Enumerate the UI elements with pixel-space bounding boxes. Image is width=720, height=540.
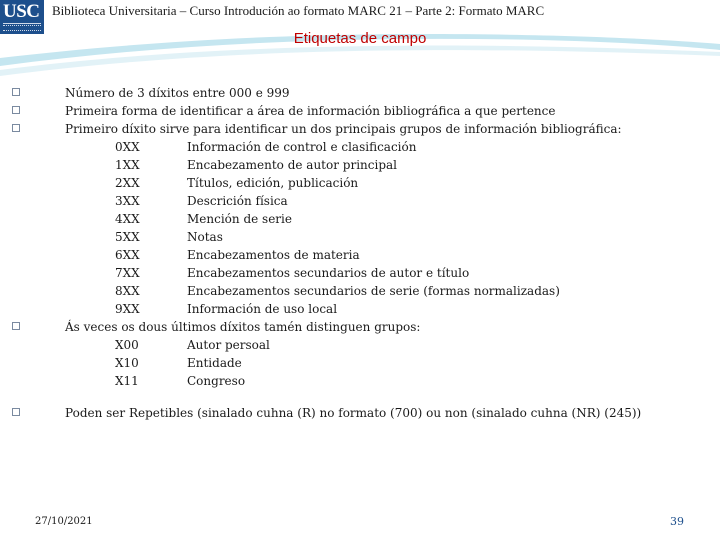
bullet-square-icon [12, 322, 20, 330]
group-code: 1XX [115, 158, 140, 172]
slide-content [12, 84, 702, 422]
group-desc: Información de uso local [187, 302, 338, 316]
group-desc: Encabezamentos secundarios de autor e título [187, 266, 470, 280]
group-code: 0XX [115, 140, 140, 154]
bullet-text: Ás veces os dous últimos díxitos tamén distinguen grupos: [65, 320, 421, 334]
bullet-item [12, 404, 655, 422]
subgroup-row [12, 372, 702, 390]
bullet-item [12, 318, 702, 336]
bullet-square-icon [12, 106, 20, 114]
group-code: 8XX [115, 284, 140, 298]
group-code: 2XX [115, 176, 140, 190]
group-row [12, 174, 702, 192]
group-desc: Notas [187, 230, 223, 244]
group-row [12, 156, 702, 174]
group-desc: Descrición física [187, 194, 288, 208]
group-code: 4XX [115, 212, 140, 226]
subgroup-row [12, 336, 702, 354]
subgroup-code: X00 [115, 338, 139, 352]
bullet-item [12, 120, 702, 138]
group-desc: Títulos, edición, publicación [187, 176, 359, 190]
group-row [12, 138, 702, 156]
subgroup-desc: Entidade [187, 356, 242, 370]
slide-title: Etiquetas de campo [293, 30, 427, 47]
group-row [12, 210, 702, 228]
subgroup-code: X11 [115, 374, 139, 388]
bullet-text: Poden ser Repetibles (sinalado cuhna (R) no formato (700) ou non (sinalado cuhna (NR) (245)) [65, 406, 642, 420]
group-code: 9XX [115, 302, 140, 316]
group-row [12, 300, 702, 318]
bullet-text: Primeira forma de identificar a área de información bibliográfica a que pertence [65, 104, 556, 118]
bullet-square-icon [12, 408, 20, 416]
bullet-item [12, 84, 702, 102]
subgroup-code: X10 [115, 356, 139, 370]
group-row [12, 264, 702, 282]
footer-date: 27/10/2021 [35, 516, 93, 527]
spacer [12, 390, 702, 404]
group-row [12, 192, 702, 210]
group-desc: Información de control e clasificación [187, 140, 417, 154]
logo-divider [3, 23, 41, 24]
usc-logo [0, 0, 44, 34]
group-desc: Encabezamento de autor principal [187, 158, 397, 172]
group-desc: Encabezamentos de materia [187, 248, 360, 262]
bullet-text: Primeiro díxito sirve para identificar un dos principais grupos de información bibliográfica: [65, 122, 622, 136]
bullet-item [12, 102, 702, 120]
subgroup-row [12, 354, 702, 372]
group-code: 3XX [115, 194, 140, 208]
header-title: Biblioteca Universitaria – Curso Introdución ao formato MARC 21 – Parte 2: Formato MARC [52, 3, 545, 18]
group-row [12, 282, 702, 300]
group-desc: Mención de serie [187, 212, 292, 226]
subgroup-desc: Autor persoal [187, 338, 270, 352]
group-code: 5XX [115, 230, 140, 244]
bullet-square-icon [12, 88, 20, 96]
page-number: 39 [670, 515, 684, 528]
group-code: 6XX [115, 248, 140, 262]
group-code: 7XX [115, 266, 140, 280]
subgroup-desc: Congreso [187, 374, 246, 388]
bullet-square-icon [12, 124, 20, 132]
group-row [12, 246, 702, 264]
group-desc: Encabezamentos secundarios de serie (formas normalizadas) [187, 284, 560, 298]
group-row [12, 228, 702, 246]
bullet-text: Número de 3 díxitos entre 000 e 999 [65, 86, 290, 100]
logo-text: USC [3, 1, 40, 22]
